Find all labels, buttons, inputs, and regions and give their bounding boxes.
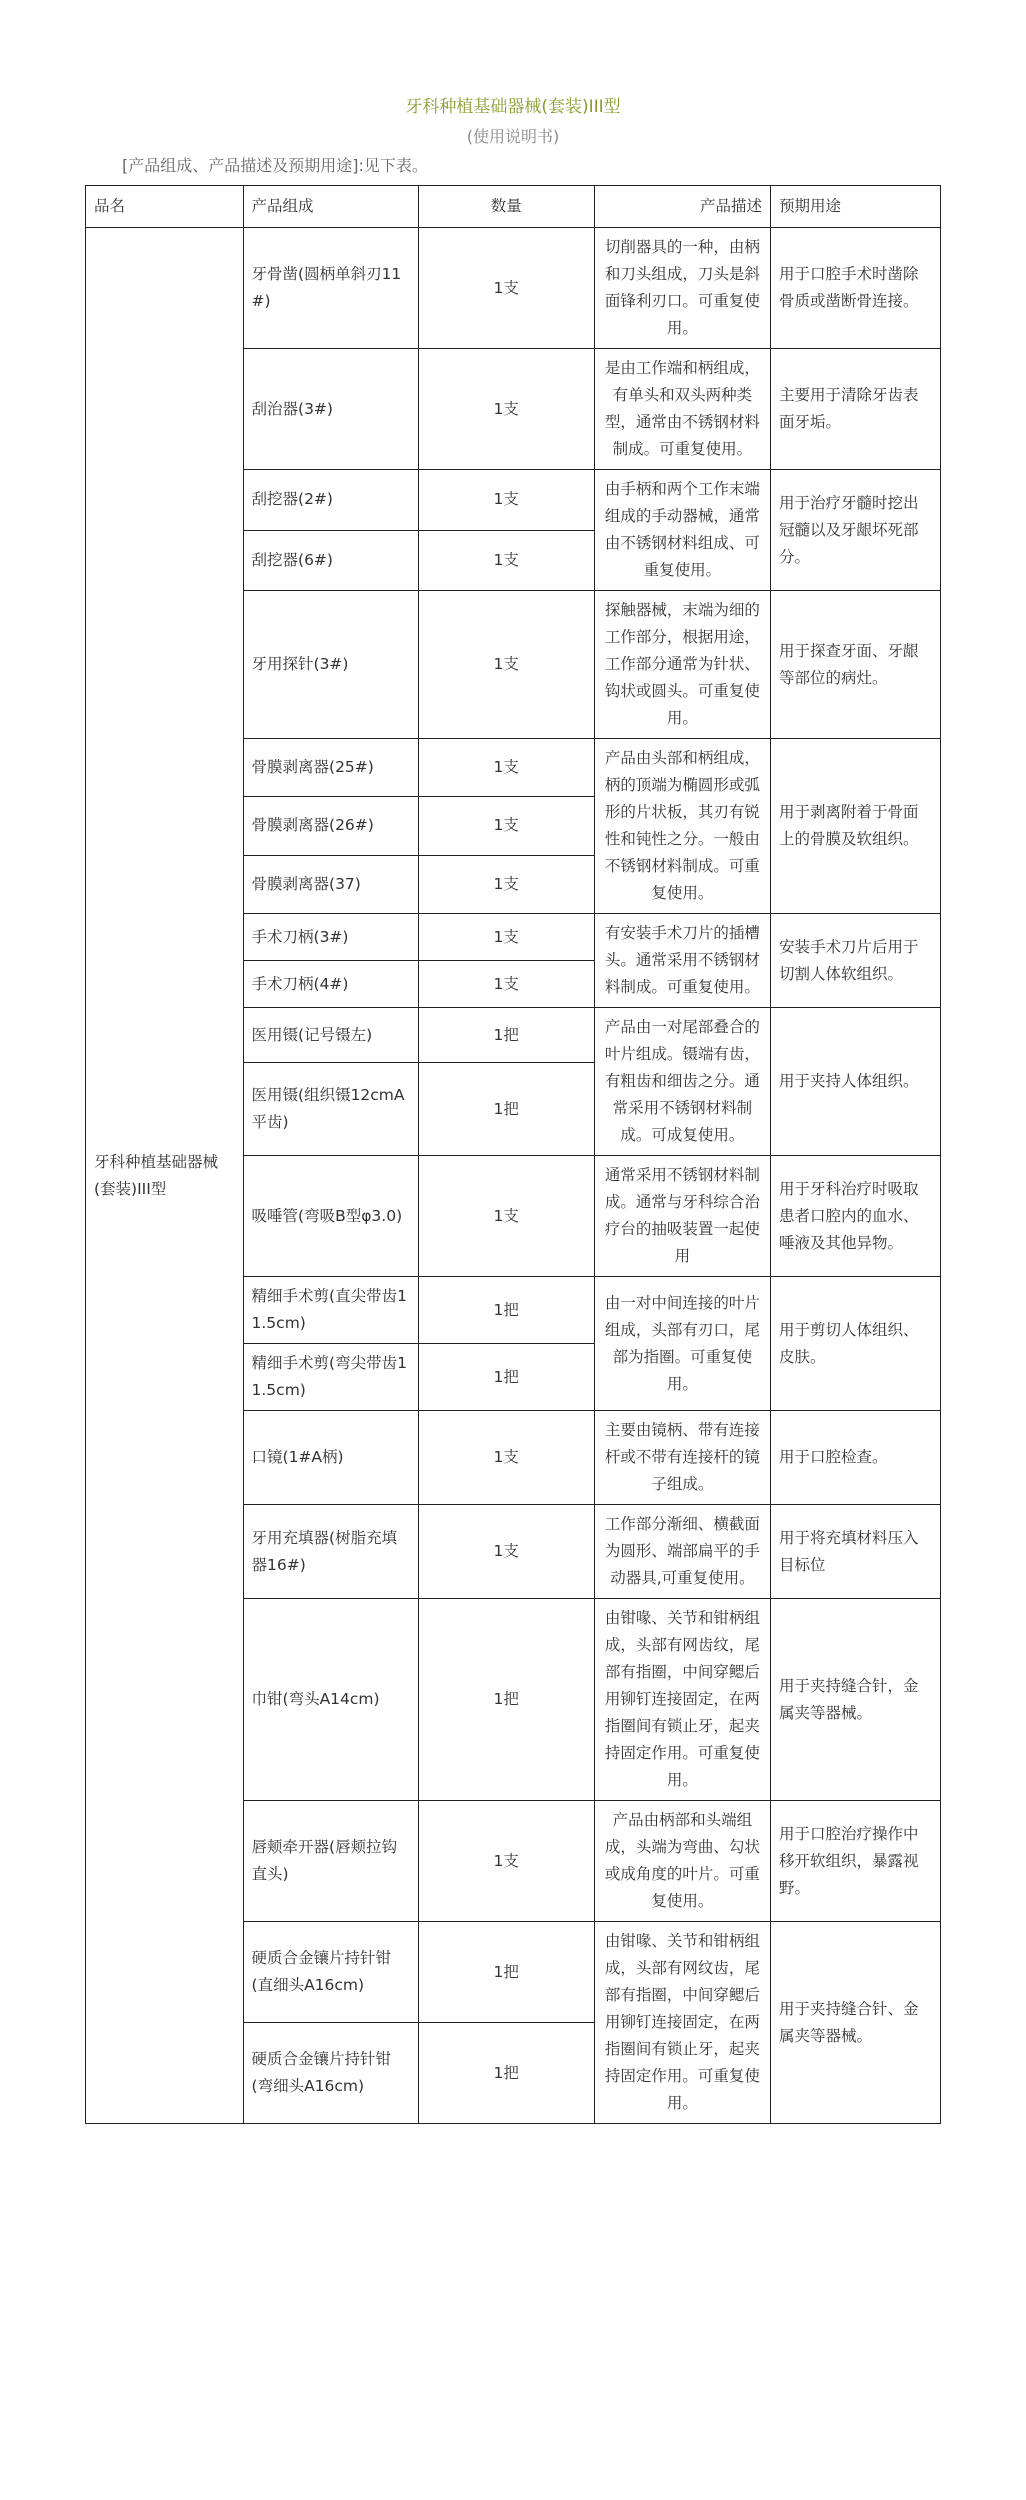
component-cell: 骨膜剥离器(37) [243, 855, 418, 913]
component-cell: 刮治器(3#) [243, 349, 418, 470]
column-header-name: 品名 [86, 186, 244, 228]
quantity-cell: 1支 [418, 961, 594, 1008]
quantity-cell: 1支 [418, 797, 594, 855]
quantity-cell: 1支 [418, 591, 594, 739]
description-cell: 探触器械，末端为细的工作部分，根据用途，工作部分通常为针状、钩状或圆头。可重复使用。 [594, 591, 770, 739]
component-cell: 医用镊(记号镊左) [243, 1008, 418, 1063]
quantity-cell: 1支 [418, 855, 594, 913]
column-header-quantity: 数量 [418, 186, 594, 228]
quantity-cell: 1把 [418, 1599, 594, 1801]
quantity-cell: 1支 [418, 470, 594, 531]
column-header-description: 产品描述 [594, 186, 770, 228]
description-cell: 产品由一对尾部叠合的叶片组成。镊端有齿，有粗齿和细齿之分。通常采用不锈钢材料制成。可成复使用。 [594, 1008, 770, 1156]
component-cell: 手术刀柄(3#) [243, 914, 418, 961]
intended-use-cell: 用于剥离附着于骨面上的骨膜及软组织。 [771, 739, 941, 914]
component-cell: 硬质合金镶片持针钳(直细头A16cm) [243, 1922, 418, 2023]
description-cell: 工作部分渐细、横截面为圆形、端部扁平的手动器具,可重复使用。 [594, 1505, 770, 1599]
quantity-cell: 1支 [418, 530, 594, 591]
quantity-cell: 1把 [418, 2023, 594, 2124]
table-row [86, 228, 941, 349]
quantity-cell: 1把 [418, 1063, 594, 1156]
description-cell: 由一对中间连接的叶片组成，头部有刃口，尾部为指圈。可重复使用。 [594, 1277, 770, 1411]
quantity-cell: 1把 [418, 1922, 594, 2023]
intended-use-cell: 用于夹持缝合针、金属夹等器械。 [771, 1922, 941, 2124]
document-subtitle: (使用说明书) [466, 127, 560, 146]
intended-use-cell: 用于探查牙面、牙龈等部位的病灶。 [771, 591, 941, 739]
column-header-intended-use: 预期用途 [771, 186, 941, 228]
component-cell: 口镜(1#A柄) [243, 1411, 418, 1505]
component-cell: 牙骨凿(圆柄单斜刃11#) [243, 228, 418, 349]
intended-use-cell: 用于口腔检查。 [771, 1411, 941, 1505]
product-table [85, 185, 941, 2124]
description-cell: 由钳喙、关节和钳柄组成，头部有网纹齿，尾部有指圈，中间穿鳃后用铆钉连接固定，在两指圈间有锁止牙，起夹持固定作用。可重复使用。 [594, 1922, 770, 2124]
description-cell: 切削器具的一种，由柄和刀头组成，刀头是斜面锋利刃口。可重复使用。 [594, 228, 770, 349]
component-cell: 骨膜剥离器(26#) [243, 797, 418, 855]
intended-use-cell: 用于剪切人体组织、皮肤。 [771, 1277, 941, 1411]
component-cell: 骨膜剥离器(25#) [243, 739, 418, 797]
intended-use-cell: 用于口腔手术时凿除骨质或凿断骨连接。 [771, 228, 941, 349]
quantity-cell: 1把 [418, 1344, 594, 1411]
component-cell: 牙用充填器(树脂充填器16#) [243, 1505, 418, 1599]
description-cell: 主要由镜柄、带有连接杆或不带有连接杆的镜子组成。 [594, 1411, 770, 1505]
component-cell: 刮挖器(6#) [243, 530, 418, 591]
table-header-row [86, 186, 941, 228]
component-cell: 医用镊(组织镊12cmA平齿) [243, 1063, 418, 1156]
component-cell: 硬质合金镶片持针钳(弯细头A16cm) [243, 2023, 418, 2124]
quantity-cell: 1支 [418, 1411, 594, 1505]
quantity-cell: 1支 [418, 349, 594, 470]
component-cell: 手术刀柄(4#) [243, 961, 418, 1008]
intended-use-cell: 安装手术刀片后用于切割人体软组织。 [771, 914, 941, 1008]
product-name-cell: 牙科种植基础器械(套装)III型 [86, 228, 244, 2124]
component-cell: 牙用探针(3#) [243, 591, 418, 739]
description-cell: 有安装手术刀片的插槽头。通常采用不锈钢材料制成。可重复使用。 [594, 914, 770, 1008]
quantity-cell: 1支 [418, 1505, 594, 1599]
description-cell: 产品由头部和柄组成，柄的顶端为椭圆形或弧形的片状板，其刃有锐性和钝性之分。一般由不锈钢材料制成。可重复使用。 [594, 739, 770, 914]
intended-use-cell: 主要用于清除牙齿表面牙垢。 [771, 349, 941, 470]
component-cell: 巾钳(弯头A14cm) [243, 1599, 418, 1801]
intended-use-cell: 用于口腔治疗操作中移开软组织，暴露视野。 [771, 1801, 941, 1922]
quantity-cell: 1支 [418, 228, 594, 349]
column-header-component: 产品组成 [243, 186, 418, 228]
quantity-cell: 1支 [418, 1156, 594, 1277]
component-cell: 刮挖器(2#) [243, 470, 418, 531]
component-cell: 唇颊牵开器(唇颊拉钩直头) [243, 1801, 418, 1922]
intro-text: [产品组成、产品描述及预期用途]:见下表。 [122, 156, 428, 175]
component-cell: 精细手术剪(直尖带齿11.5cm) [243, 1277, 418, 1344]
description-cell: 是由工作端和柄组成，有单头和双头两种类型，通常由不锈钢材料制成。可重复使用。 [594, 349, 770, 470]
intended-use-cell: 用于将充填材料压入目标位 [771, 1505, 941, 1599]
intended-use-cell: 用于夹持缝合针，金属夹等器械。 [771, 1599, 941, 1801]
intended-use-cell: 用于牙科治疗时吸取患者口腔内的血水、唾液及其他异物。 [771, 1156, 941, 1277]
description-cell: 通常采用不锈钢材料制成。通常与牙科综合治疗台的抽吸装置一起使用 [594, 1156, 770, 1277]
description-cell: 由手柄和两个工作末端组成的手动器械，通常由不锈钢材料组成、可重复使用。 [594, 470, 770, 591]
quantity-cell: 1把 [418, 1008, 594, 1063]
component-cell: 精细手术剪(弯尖带齿11.5cm) [243, 1344, 418, 1411]
description-cell: 产品由柄部和头端组成，头端为弯曲、勾状或成角度的叶片。可重复使用。 [594, 1801, 770, 1922]
quantity-cell: 1把 [418, 1277, 594, 1344]
quantity-cell: 1支 [418, 1801, 594, 1922]
intended-use-cell: 用于夹持人体组织。 [771, 1008, 941, 1156]
description-cell: 由钳喙、关节和钳柄组成，头部有网齿纹，尾部有指圈，中间穿鳃后用铆钉连接固定，在两指圈间有锁止牙，起夹持固定作用。可重复使用。 [594, 1599, 770, 1801]
document-title: 牙科种植基础器械(套装)III型 [405, 97, 621, 117]
quantity-cell: 1支 [418, 739, 594, 797]
component-cell: 吸唾管(弯吸B型φ3.0) [243, 1156, 418, 1277]
intended-use-cell: 用于治疗牙髓时挖出冠髓以及牙龈坏死部分。 [771, 470, 941, 591]
quantity-cell: 1支 [418, 914, 594, 961]
